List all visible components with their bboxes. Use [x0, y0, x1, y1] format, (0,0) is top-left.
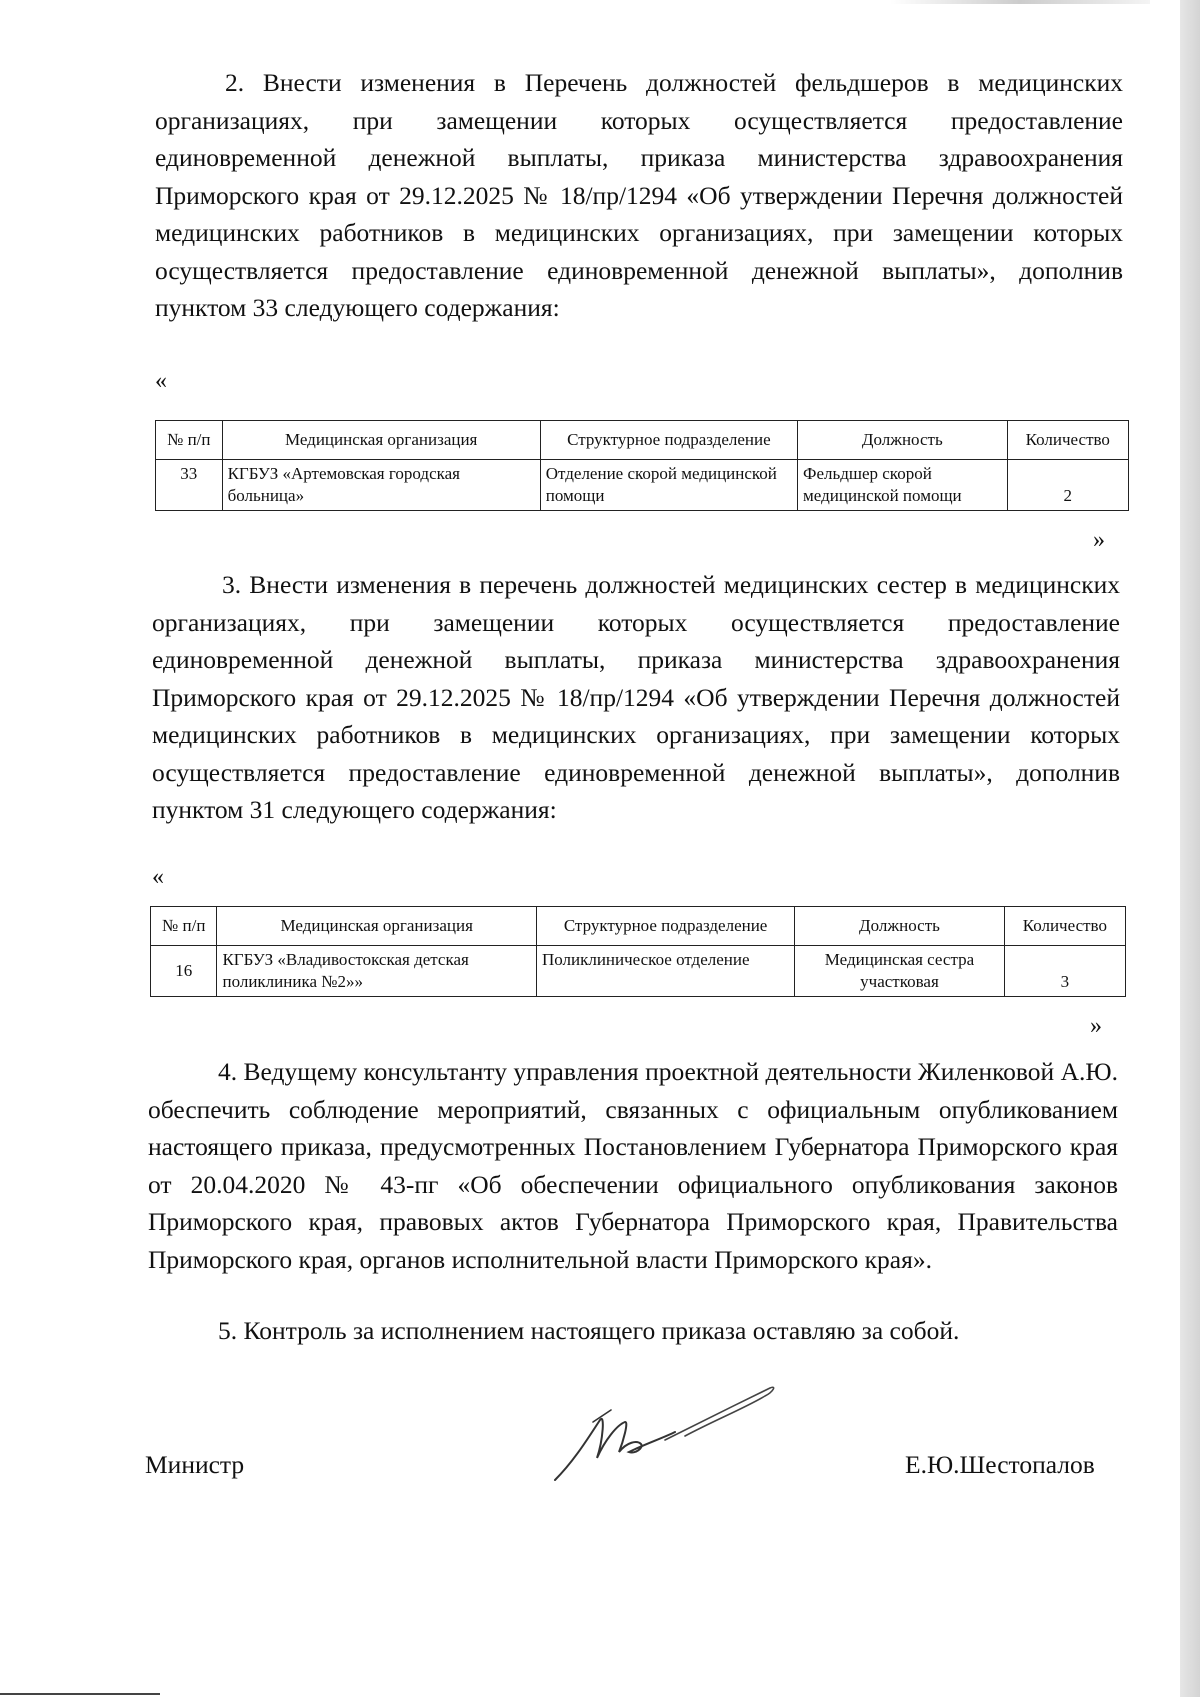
table-row	[151, 946, 1126, 997]
table-row	[156, 460, 1129, 511]
table-header-row	[156, 421, 1129, 460]
quote-close-2: »	[1090, 1013, 1102, 1039]
signatory-name: Е.Ю.Шестопалов	[905, 1450, 1095, 1479]
cell-count: 3	[1004, 946, 1125, 997]
cell-org: КГБУЗ «Артемовская городская больница»	[222, 460, 540, 511]
scan-artifact	[890, 0, 1150, 4]
table-header-row	[151, 907, 1126, 946]
header-position: Должность	[795, 907, 1004, 946]
header-num: № п/п	[156, 421, 223, 460]
cell-position: Медицинская сестра участковая	[795, 946, 1004, 997]
quote-open-1: «	[155, 368, 167, 394]
inserted-table-2	[150, 906, 1126, 997]
quote-close-1: »	[1093, 527, 1105, 553]
paragraph-2: 2. Внести изменения в Перечень должностей фельдшеров в медицинских организациях, при замещении которых осуществляется предоставление единовременной денежной выплаты, приказа министерства здравоохранения Приморского края от 29.12.2025 № 18/пр/1294 «Об утверждении Перечня должностей медицинских работников в медицинских организациях, при замещении которых осуществляется предоставление единовременной денежной выплаты», дополнив пунктом 33 следующего содержания:	[155, 68, 1123, 322]
header-org: Медицинская организация	[217, 907, 536, 946]
paragraph-5: 5. Контроль за исполнением настоящего приказа оставляю за собой.	[218, 1316, 960, 1345]
cell-num: 16	[151, 946, 217, 997]
cell-org: КГБУЗ «Владивостокская детская поликлиника №2»»	[217, 946, 536, 997]
cell-dept: Отделение скорой медицинской помощи	[540, 460, 797, 511]
cell-position: Фельдшер скорой медицинской помощи	[798, 460, 1008, 511]
quote-open-2: «	[152, 864, 164, 890]
paragraph-4: 4. Ведущему консультанту управления проектной деятельности Жиленковой А.Ю. обеспечить соблюдение мероприятий, связанных с официальным опубликованием настоящего приказа, предусмотренных Постановлением Губернатора Приморского края от 20.04.2020 № 43-пг «Об обеспечении официального опубликования законов Приморского края, правовых актов Губернатора Приморского края, Правительства Приморского края, органов исполнительной власти Приморского края».	[148, 1057, 1118, 1274]
paragraph-3: 3. Внести изменения в перечень должностей медицинских сестер в медицинских организациях, при замещении которых осуществляется предоставление единовременной денежной выплаты, приказа министерства здравоохранения Приморского края от 29.12.2025 № 18/пр/1294 «Об утверждении Перечня должностей медицинских работников в медицинских организациях, при замещении которых осуществляется предоставление единовременной денежной выплаты», дополнив пунктом 31 следующего содержания:	[152, 570, 1120, 824]
header-num: № п/п	[151, 907, 217, 946]
header-dept: Структурное подразделение	[536, 907, 794, 946]
cell-dept: Поликлиническое отделение	[536, 946, 794, 997]
handwritten-signature	[545, 1380, 785, 1490]
page-edge-shadow	[1180, 0, 1200, 1697]
header-position: Должность	[798, 421, 1008, 460]
header-count: Количество	[1004, 907, 1125, 946]
cell-count: 2	[1007, 460, 1128, 511]
scan-edge-line	[0, 1693, 160, 1695]
header-org: Медицинская организация	[222, 421, 540, 460]
cell-num: 33	[156, 460, 223, 511]
header-dept: Структурное подразделение	[540, 421, 797, 460]
signatory-title: Министр	[145, 1450, 245, 1479]
header-count: Количество	[1007, 421, 1128, 460]
inserted-table-1	[155, 420, 1129, 511]
